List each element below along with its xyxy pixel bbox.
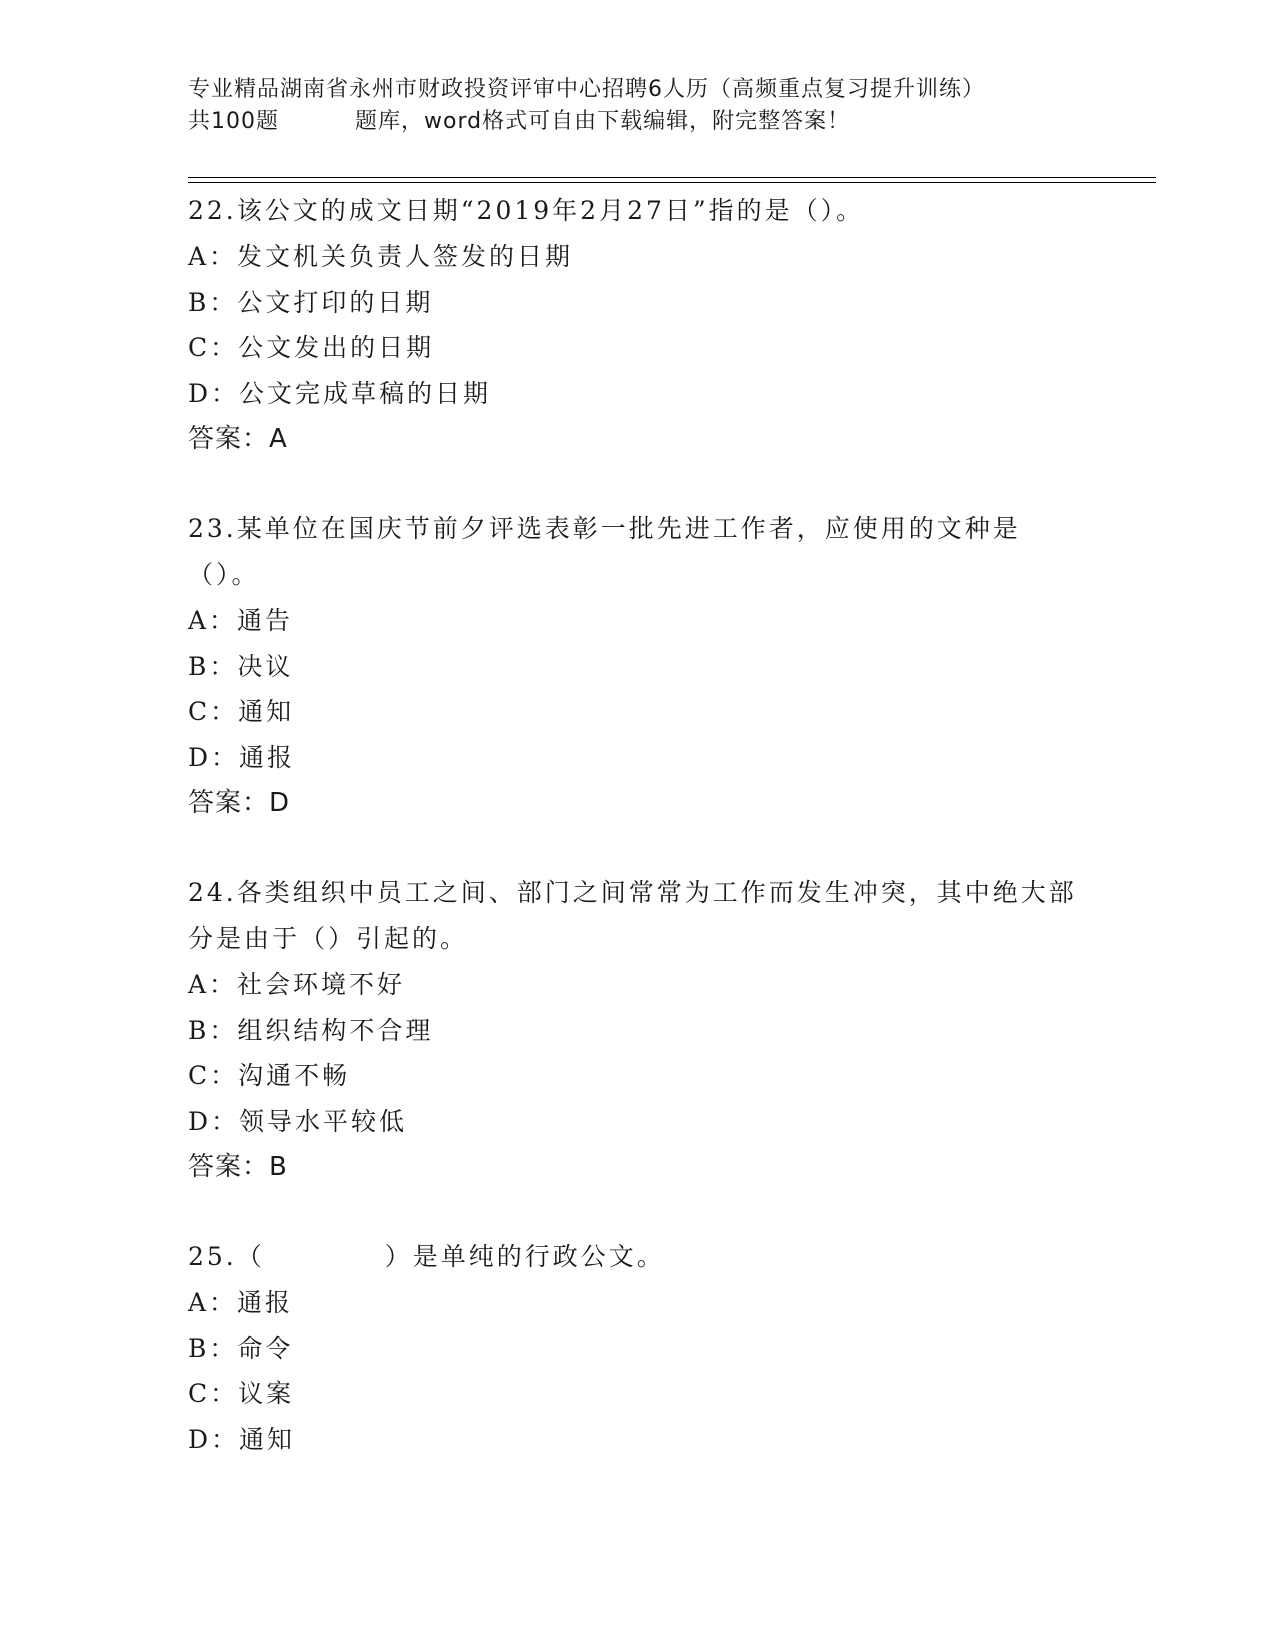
- question-25: [188, 1234, 1088, 1462]
- option-c: C：议案: [188, 1379, 295, 1408]
- question-stem-start: 25.（: [188, 1242, 265, 1271]
- option-c: C：沟通不畅: [188, 1061, 351, 1090]
- question-23: [188, 506, 1088, 826]
- header-question-count: 共100题: [188, 109, 279, 134]
- answer-line: 答案：B: [188, 1152, 288, 1182]
- option-a: A：通报: [188, 1288, 294, 1317]
- option-b: B：决议: [188, 651, 294, 681]
- header-subtitle: [188, 106, 1148, 138]
- option-b: B：命令: [188, 1333, 294, 1363]
- option-a: A：发文机关负责人签发的日期: [188, 242, 574, 271]
- header-rule-top: [188, 177, 1156, 178]
- header-rule-bottom: [188, 182, 1156, 183]
- question-stem: 22.该公文的成文日期“2019年2月27日”指的是（）。: [188, 196, 865, 225]
- answer-line: 答案：D: [188, 788, 291, 818]
- option-c: C：通知: [188, 697, 295, 726]
- option-b: B：组织结构不合理: [188, 1015, 434, 1045]
- header-title: 专业精品湖南省永州市财政投资评审中心招聘6人历（高频重点复习提升训练）: [188, 77, 985, 102]
- question-list: [188, 188, 1088, 1506]
- option-d: D：通知: [188, 1424, 296, 1454]
- header-description: 题库，word格式可自由下载编辑，附完整答案！: [355, 109, 851, 134]
- question-stem: 23.某单位在国庆节前夕评选表彰一批先进工作者，应使用的文种是（）。: [188, 514, 1021, 589]
- option-d: D：通报: [188, 742, 296, 772]
- option-c: C：公文发出的日期: [188, 333, 435, 362]
- question-22: [188, 188, 1088, 462]
- option-a: A：社会环境不好: [188, 970, 406, 999]
- document-header: [188, 74, 1148, 138]
- option-d: D：领导水平较低: [188, 1106, 408, 1136]
- question-stem: [188, 1234, 1088, 1280]
- option-b: B：公文打印的日期: [188, 287, 434, 317]
- answer-line: 答案：A: [188, 424, 288, 454]
- question-stem-end: ）是单纯的行政公文。: [384, 1242, 665, 1271]
- question-stem: 24.各类组织中员工之间、部门之间常常为工作而发生冲突，其中绝大部分是由于（）引起的。: [188, 878, 1077, 953]
- option-a: A：通告: [188, 606, 294, 635]
- question-24: [188, 870, 1088, 1190]
- option-d: D：公文完成草稿的日期: [188, 378, 492, 408]
